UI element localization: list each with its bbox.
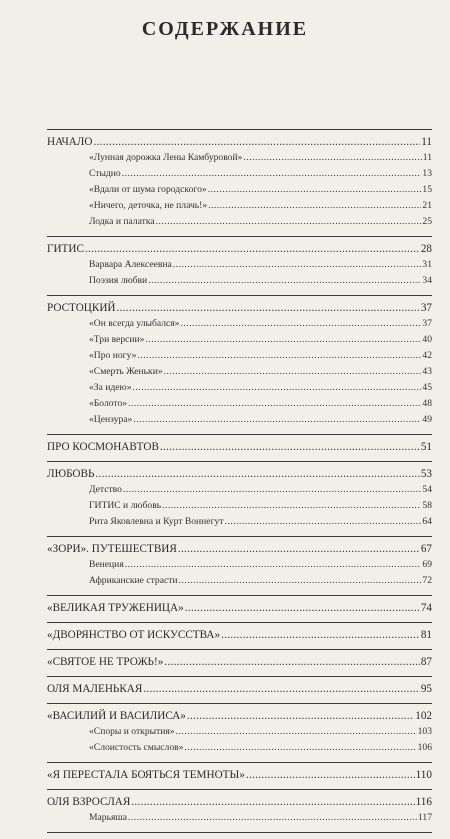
toc-chapter-page-number: 28 <box>420 243 432 255</box>
toc-chapter <box>47 769 432 785</box>
toc-subsection-title: Детство <box>89 484 122 495</box>
dot-leader <box>187 710 414 722</box>
toc-subsection <box>47 200 432 216</box>
toc-subsection-page-number: 54 <box>422 484 432 495</box>
toc-chapter <box>47 468 432 484</box>
toc-subsection <box>47 516 432 532</box>
toc-chapter <box>47 629 432 645</box>
toc-chapter-page-number: 53 <box>420 468 432 480</box>
toc-subsection-page-number: 11 <box>422 152 432 163</box>
dot-leader <box>95 468 419 480</box>
toc-chapter <box>47 543 432 559</box>
toc-chapter-title: «ЗОРИ». ПУТЕШЕСТВИЯ <box>47 543 177 555</box>
toc-chapter-page-number: 116 <box>415 796 432 808</box>
toc-subsection-page-number: 21 <box>422 200 432 211</box>
dot-leader <box>125 559 422 570</box>
toc-subsection <box>47 168 432 184</box>
toc-subsection <box>47 334 432 350</box>
section-divider <box>47 236 432 237</box>
toc-subsection <box>47 184 432 200</box>
dot-leader <box>143 683 419 695</box>
section-divider <box>47 676 432 677</box>
toc-subsection-title: ГИТИС и любовь <box>89 500 162 511</box>
dot-leader <box>225 516 422 527</box>
toc-subsection-title: Венеция <box>89 559 124 570</box>
toc-subsection <box>47 575 432 591</box>
toc-subsection-title: Марьяша <box>89 812 128 823</box>
section-divider <box>47 762 432 763</box>
toc-subsection <box>47 414 432 430</box>
toc-subsection-page-number: 34 <box>422 275 432 286</box>
toc-subsection-title: «Про ногу» <box>89 350 137 361</box>
toc-chapter-title: «СВЯТОЕ НЕ ТРОЖЬ!» <box>47 656 164 668</box>
toc-subsection-title: «Цензура» <box>89 414 133 425</box>
toc-subsection <box>47 398 432 414</box>
toc-subsection-title: «Лунная дорожка Лены Камбуровой» <box>89 152 243 163</box>
toc-subsection-page-number: 64 <box>422 516 432 527</box>
toc-subsection <box>47 152 432 168</box>
dot-leader <box>131 796 414 808</box>
toc-subsection-page-number: 49 <box>422 414 432 425</box>
dot-leader <box>173 259 422 270</box>
toc-chapter-title: ОЛЯ МАЛЕНЬКАЯ <box>47 683 143 695</box>
dot-leader <box>221 629 420 641</box>
section-divider <box>47 595 432 596</box>
section-divider <box>47 129 432 130</box>
toc-subsection <box>47 350 432 366</box>
toc-subsection-page-number: 48 <box>422 398 432 409</box>
toc-subsection-page-number: 40 <box>422 334 432 345</box>
dot-leader <box>180 318 421 329</box>
table-of-contents <box>47 125 432 839</box>
toc-subsection-page-number: 15 <box>422 184 432 195</box>
toc-chapter-title: «ВЕЛИКАЯ ТРУЖЕНИЦА» <box>47 602 184 614</box>
toc-chapter <box>47 136 432 152</box>
dot-leader <box>128 812 417 823</box>
toc-subsection <box>47 559 432 575</box>
dot-leader <box>93 136 420 148</box>
toc-chapter-page-number: 11 <box>421 136 432 148</box>
toc-subsection-title: Варвара Алексеевна <box>89 259 172 270</box>
toc-subsection-title: «Споры и открытия» <box>89 726 175 737</box>
toc-subsection-title: Поэзия любви <box>89 275 148 286</box>
toc-subsection-title: «За идею» <box>89 382 132 393</box>
dot-leader <box>117 302 420 314</box>
toc-subsection-page-number: 13 <box>422 168 432 179</box>
toc-subsection-page-number: 31 <box>422 259 432 270</box>
toc-subsection <box>47 366 432 382</box>
toc-subsection-title: «Смерть Женьки» <box>89 366 163 377</box>
section-divider <box>47 703 432 704</box>
toc-chapter-title: НАЧАЛО <box>47 136 93 148</box>
toc-subsection-title: «Ничего, деточка, не плачь!» <box>89 200 208 211</box>
dot-leader <box>148 275 421 286</box>
toc-chapter <box>47 656 432 672</box>
dot-leader <box>184 742 416 753</box>
toc-chapter-page-number: 95 <box>420 683 432 695</box>
toc-chapter <box>47 243 432 259</box>
toc-chapter-title: «ВАСИЛИЙ И ВАСИЛИСА» <box>47 710 186 722</box>
toc-chapter <box>47 796 432 812</box>
toc-chapter-page-number: 74 <box>420 602 432 614</box>
dot-leader <box>162 500 421 511</box>
toc-subsection <box>47 318 432 334</box>
section-divider <box>47 536 432 537</box>
toc-subsection-page-number: 43 <box>422 366 432 377</box>
toc-subsection-title: Стыдно <box>89 168 121 179</box>
toc-chapter <box>47 302 432 318</box>
dot-leader <box>128 398 421 409</box>
toc-subsection-page-number: 25 <box>422 216 432 227</box>
toc-subsection-page-number: 42 <box>422 350 432 361</box>
dot-leader <box>246 769 415 781</box>
toc-chapter-title: ПРО КОСМОНАВТОВ <box>47 441 159 453</box>
toc-subsection-page-number: 45 <box>422 382 432 393</box>
toc-chapter-page-number: 51 <box>420 441 432 453</box>
dot-leader <box>122 168 422 179</box>
toc-subsection <box>47 259 432 275</box>
toc-subsection-title: Африканские страсти <box>89 575 178 586</box>
dot-leader <box>179 575 422 586</box>
section-divider <box>47 434 432 435</box>
toc-chapter-page-number: 102 <box>415 710 432 722</box>
section-divider <box>47 832 432 833</box>
dot-leader <box>208 200 421 211</box>
toc-chapter-title: ЛЮБОВЬ <box>47 468 95 480</box>
toc-subsection-title: «Вдали от шума городского» <box>89 184 207 195</box>
toc-subsection-page-number: 58 <box>422 500 432 511</box>
dot-leader <box>243 152 421 163</box>
toc-chapter <box>47 683 432 699</box>
toc-subsection-page-number: 69 <box>422 559 432 570</box>
toc-subsection <box>47 382 432 398</box>
toc-subsection <box>47 216 432 232</box>
toc-subsection <box>47 726 432 742</box>
toc-chapter <box>47 710 432 726</box>
toc-subsection-title: «Слоистость смыслов» <box>89 742 184 753</box>
toc-subsection-page-number: 106 <box>417 742 432 753</box>
dot-leader <box>133 382 422 393</box>
dot-leader <box>208 184 422 195</box>
toc-chapter-title: ГИТИС <box>47 243 84 255</box>
section-divider <box>47 295 432 296</box>
toc-chapter-title: «Я ПЕРЕСТАЛА БОЯТЬСЯ ТЕМНОТЫ» <box>47 769 245 781</box>
dot-leader <box>123 484 421 495</box>
page-title: СОДЕРЖАНИЕ <box>141 18 309 40</box>
dot-leader <box>164 656 420 668</box>
bleed-through-shadow <box>70 66 450 105</box>
dot-leader <box>145 334 421 345</box>
toc-subsection-page-number: 103 <box>417 726 432 737</box>
toc-chapter-page-number: 37 <box>420 302 432 314</box>
toc-chapter-page-number: 110 <box>415 769 432 781</box>
toc-subsection-title: Лодка и палатка <box>89 216 155 227</box>
dot-leader <box>160 441 420 453</box>
toc-subsection <box>47 275 432 291</box>
toc-chapter-title: РОСТОЦКИЙ <box>47 302 116 314</box>
toc-subsection-page-number: 72 <box>422 575 432 586</box>
dot-leader <box>176 726 417 737</box>
toc-subsection-page-number: 37 <box>422 318 432 329</box>
toc-chapter <box>47 441 432 457</box>
toc-chapter-page-number: 81 <box>420 629 432 641</box>
toc-chapter-page-number: 67 <box>420 543 432 555</box>
toc-chapter <box>47 602 432 618</box>
toc-subsection <box>47 484 432 500</box>
toc-subsection-title: Рита Яковлевна и Курт Воннегут <box>89 516 224 527</box>
dot-leader <box>178 543 420 555</box>
dot-leader <box>156 216 422 227</box>
toc-subsection-title: «Он всегда улыбался» <box>89 318 180 329</box>
toc-subsection-page-number: 117 <box>417 812 432 823</box>
toc-subsection-title: «Три версии» <box>89 334 145 345</box>
section-divider <box>47 461 432 462</box>
dot-leader <box>133 414 421 425</box>
dot-leader <box>164 366 422 377</box>
section-divider <box>47 649 432 650</box>
section-divider <box>47 622 432 623</box>
toc-chapter-title: «ДВОРЯНСТВО ОТ ИСКУССТВА» <box>47 629 221 641</box>
toc-chapter-page-number: 87 <box>420 656 432 668</box>
section-divider <box>47 789 432 790</box>
toc-subsection <box>47 500 432 516</box>
toc-subsection <box>47 742 432 758</box>
dot-leader <box>137 350 421 361</box>
toc-chapter-title: ОЛЯ ВЗРОСЛАЯ <box>47 796 131 808</box>
toc-subsection <box>47 812 432 828</box>
dot-leader <box>185 602 420 614</box>
toc-subsection-title: «Болото» <box>89 398 128 409</box>
dot-leader <box>85 243 420 255</box>
